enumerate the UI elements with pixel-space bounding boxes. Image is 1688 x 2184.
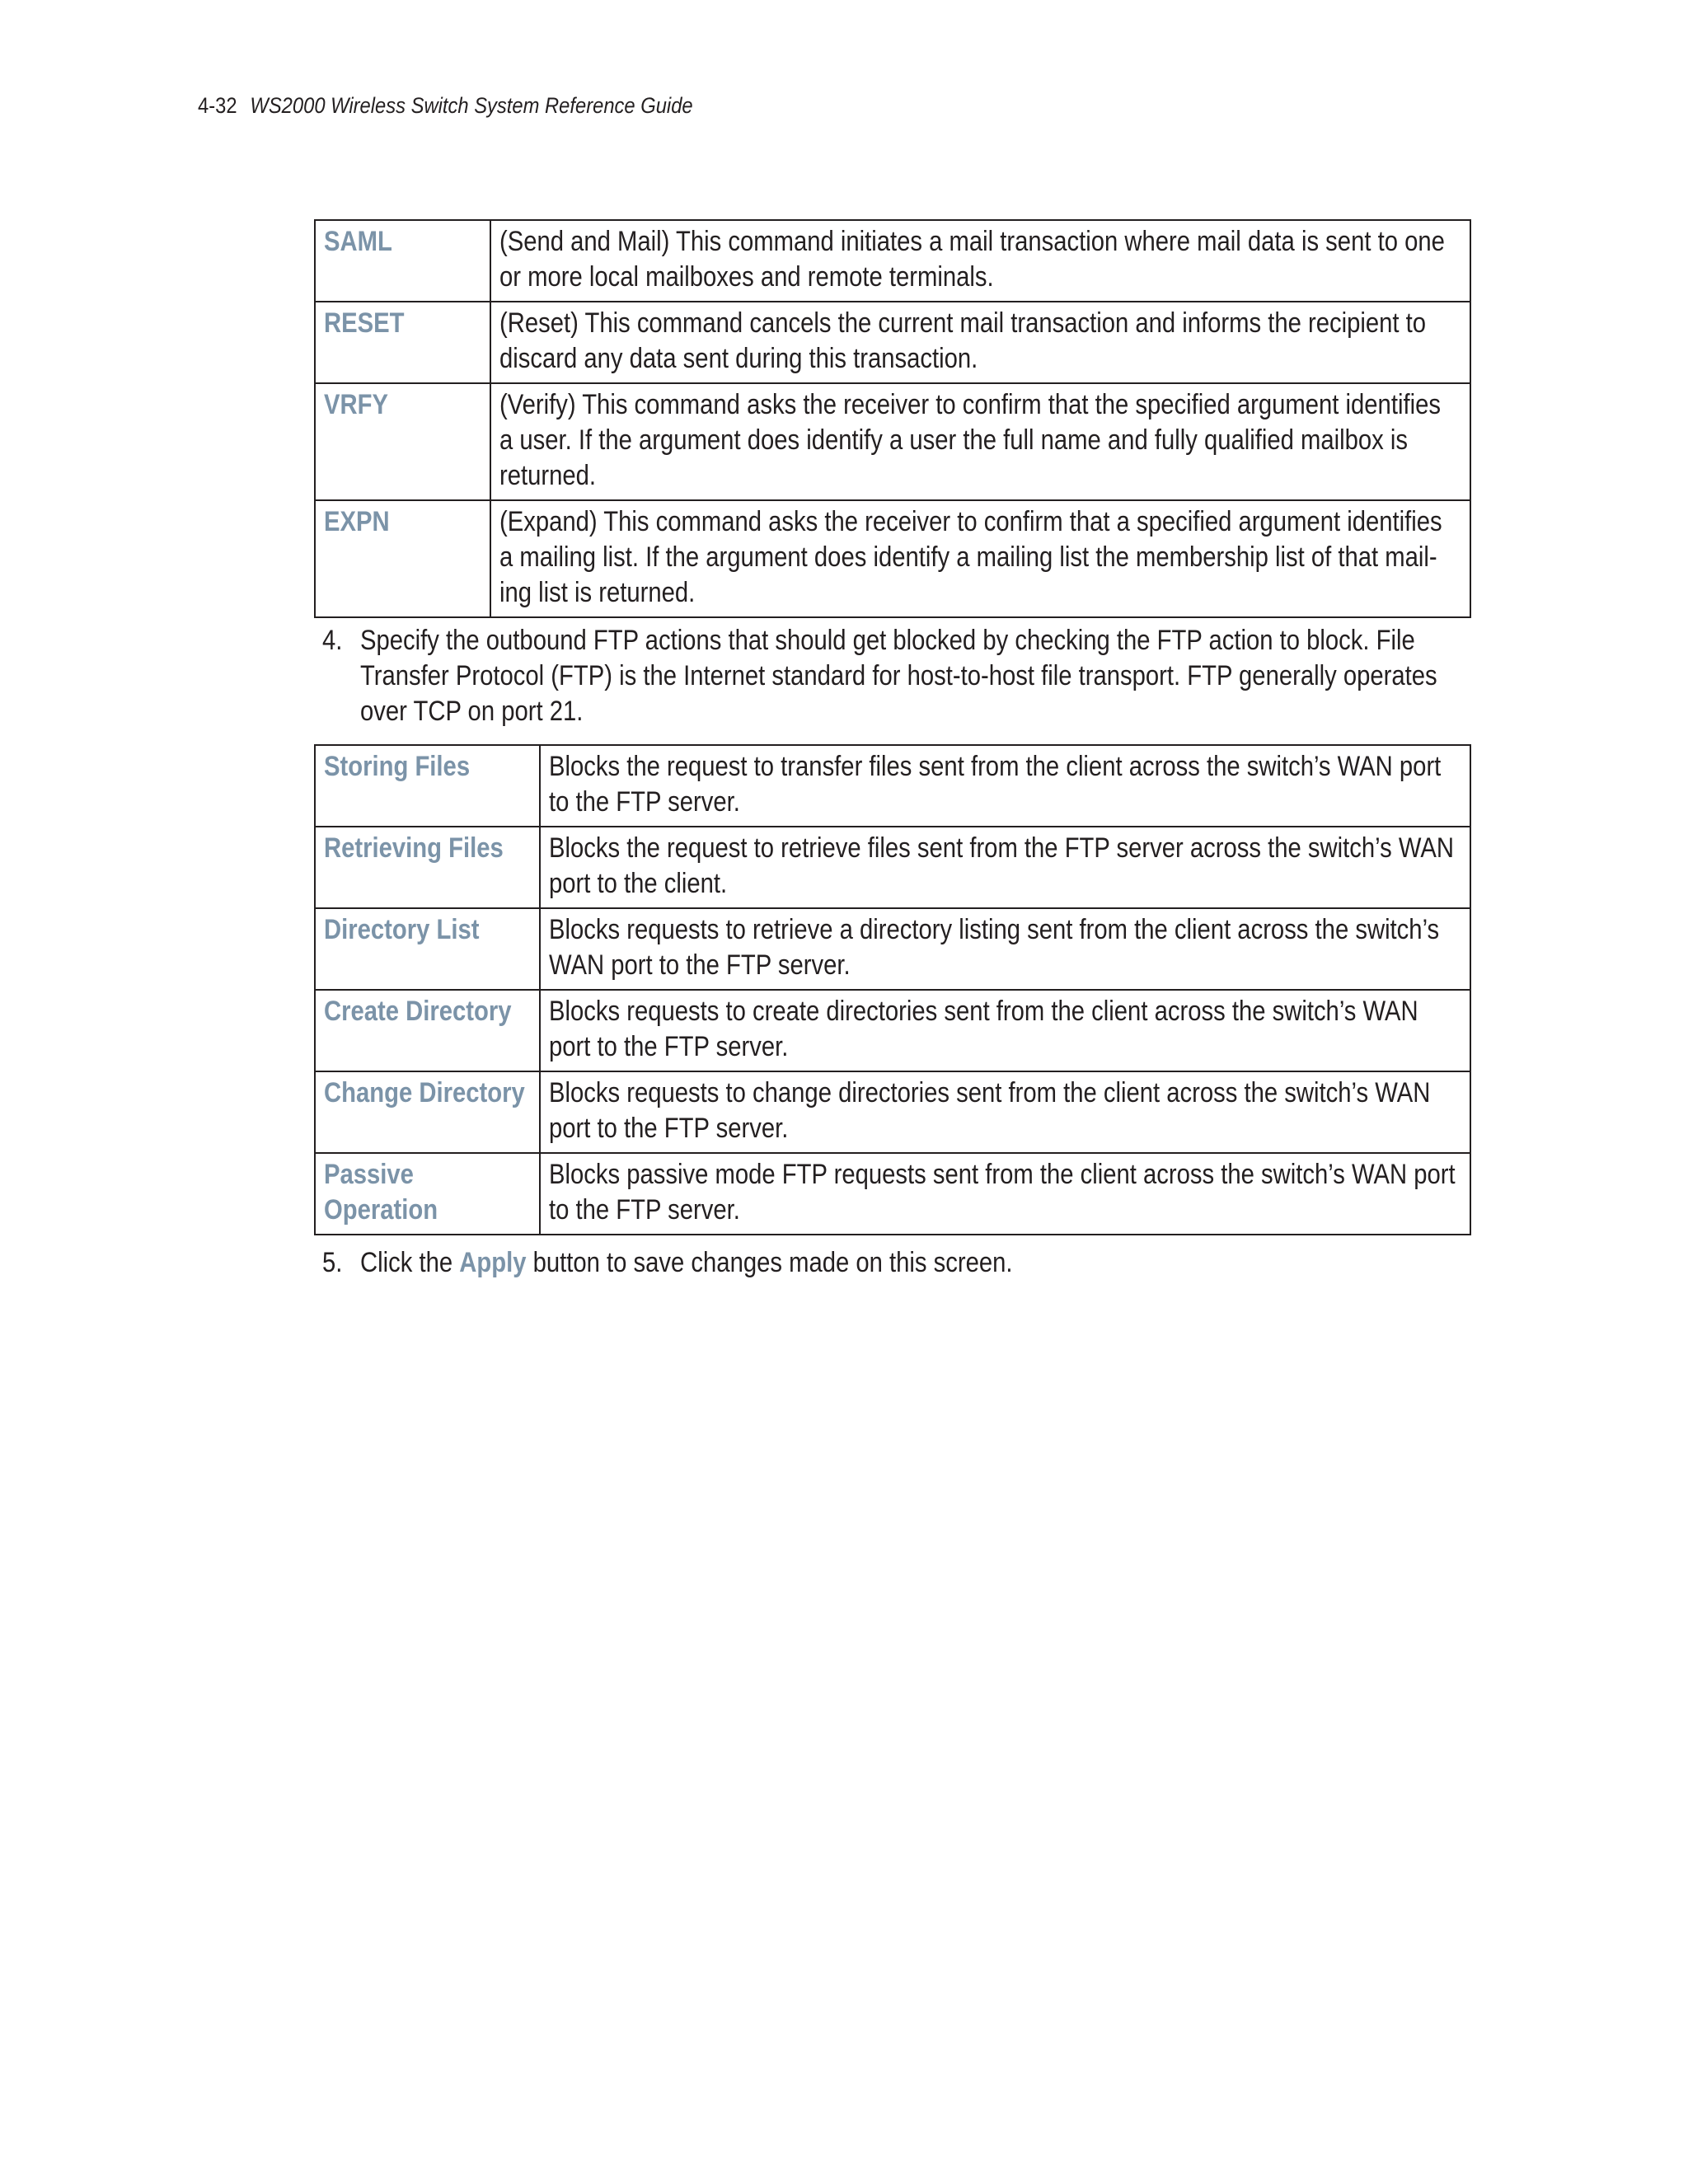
table-description: (Send and Mail) This command initiates a mail transaction where mail data is sent to one or more local mailboxes and remote terminals. <box>490 220 1470 302</box>
page-number: 4-32 <box>198 93 237 118</box>
table-description: (Verify) This command asks the receiver to confirm that the specified argument identifies a user. If the argument does identify a user the full name and fully qualified mailbox is returned. <box>490 383 1470 500</box>
table-term: Change Directory <box>315 1071 540 1153</box>
table-term: Directory List <box>315 908 540 990</box>
ftp-actions-table <box>314 744 1471 1235</box>
apply-button-reference: Apply <box>459 1247 527 1278</box>
table-row <box>315 383 1470 500</box>
table-term: Retrieving Files <box>315 827 540 908</box>
step-4 <box>322 623 1481 730</box>
step-text-prefix: Click the <box>360 1247 460 1278</box>
step-5 <box>322 1245 1481 1286</box>
table-description: Blocks the request to retrieve files sent from the FTP server across the switch’s WAN port to the client. <box>540 827 1470 908</box>
table-description: (Reset) This command cancels the current mail transaction and informs the recipient to discard any data sent during this transaction. <box>490 302 1470 383</box>
table-description: Blocks requests to retrieve a directory listing sent from the client across the switch’s WAN port to the FTP server. <box>540 908 1470 990</box>
guide-title: WS2000 Wireless Switch System Reference Guide <box>250 93 693 118</box>
table-row <box>315 1153 1470 1235</box>
table-row <box>315 990 1470 1071</box>
table-row <box>315 500 1470 617</box>
table-term: Passive Operation <box>315 1153 540 1235</box>
step-text <box>360 1245 1481 1281</box>
table-description: Blocks requests to create directories sent from the client across the switch’s WAN port to the FTP server. <box>540 990 1470 1071</box>
table-description: (Expand) This command asks the receiver to confirm that a specified argument identifies a mailing list. If the argument does identify a mailing list the membership list of that mail-ing list is returned. <box>490 500 1470 617</box>
table-row <box>315 1071 1470 1153</box>
table-term: Create Directory <box>315 990 540 1071</box>
page-header <box>198 91 693 120</box>
table-row <box>315 302 1470 383</box>
step-text: Specify the outbound FTP actions that should get blocked by checking the FTP action to block. File Transfer Protocol (FTP) is the Internet standard for host-to-host file transport. FTP generally operates over TCP on port 21. <box>360 625 1437 727</box>
table-term: SAML <box>315 220 490 302</box>
table-term: VRFY <box>315 383 490 500</box>
step-text-suffix: button to save changes made on this screen. <box>526 1247 1013 1278</box>
table-row <box>315 827 1470 908</box>
table-row <box>315 220 1470 302</box>
table-description: Blocks the request to transfer files sent from the client across the switch’s WAN port to the FTP server. <box>540 745 1470 827</box>
table-description: Blocks requests to change directories sent from the client across the switch’s WAN port to the FTP server. <box>540 1071 1470 1153</box>
smtp-commands-table <box>314 219 1471 618</box>
step-number: 5. <box>322 1247 343 1278</box>
ftp-actions-table-wrapper <box>314 744 1470 1235</box>
table-term: RESET <box>315 302 490 383</box>
table-term: Storing Files <box>315 745 540 827</box>
table-description: Blocks passive mode FTP requests sent from the client across the switch’s WAN port to the FTP server. <box>540 1153 1470 1235</box>
step-number: 4. <box>322 625 343 656</box>
table-row <box>315 745 1470 827</box>
smtp-commands-table-wrapper <box>314 219 1470 618</box>
table-term: EXPN <box>315 500 490 617</box>
table-row <box>315 908 1470 990</box>
